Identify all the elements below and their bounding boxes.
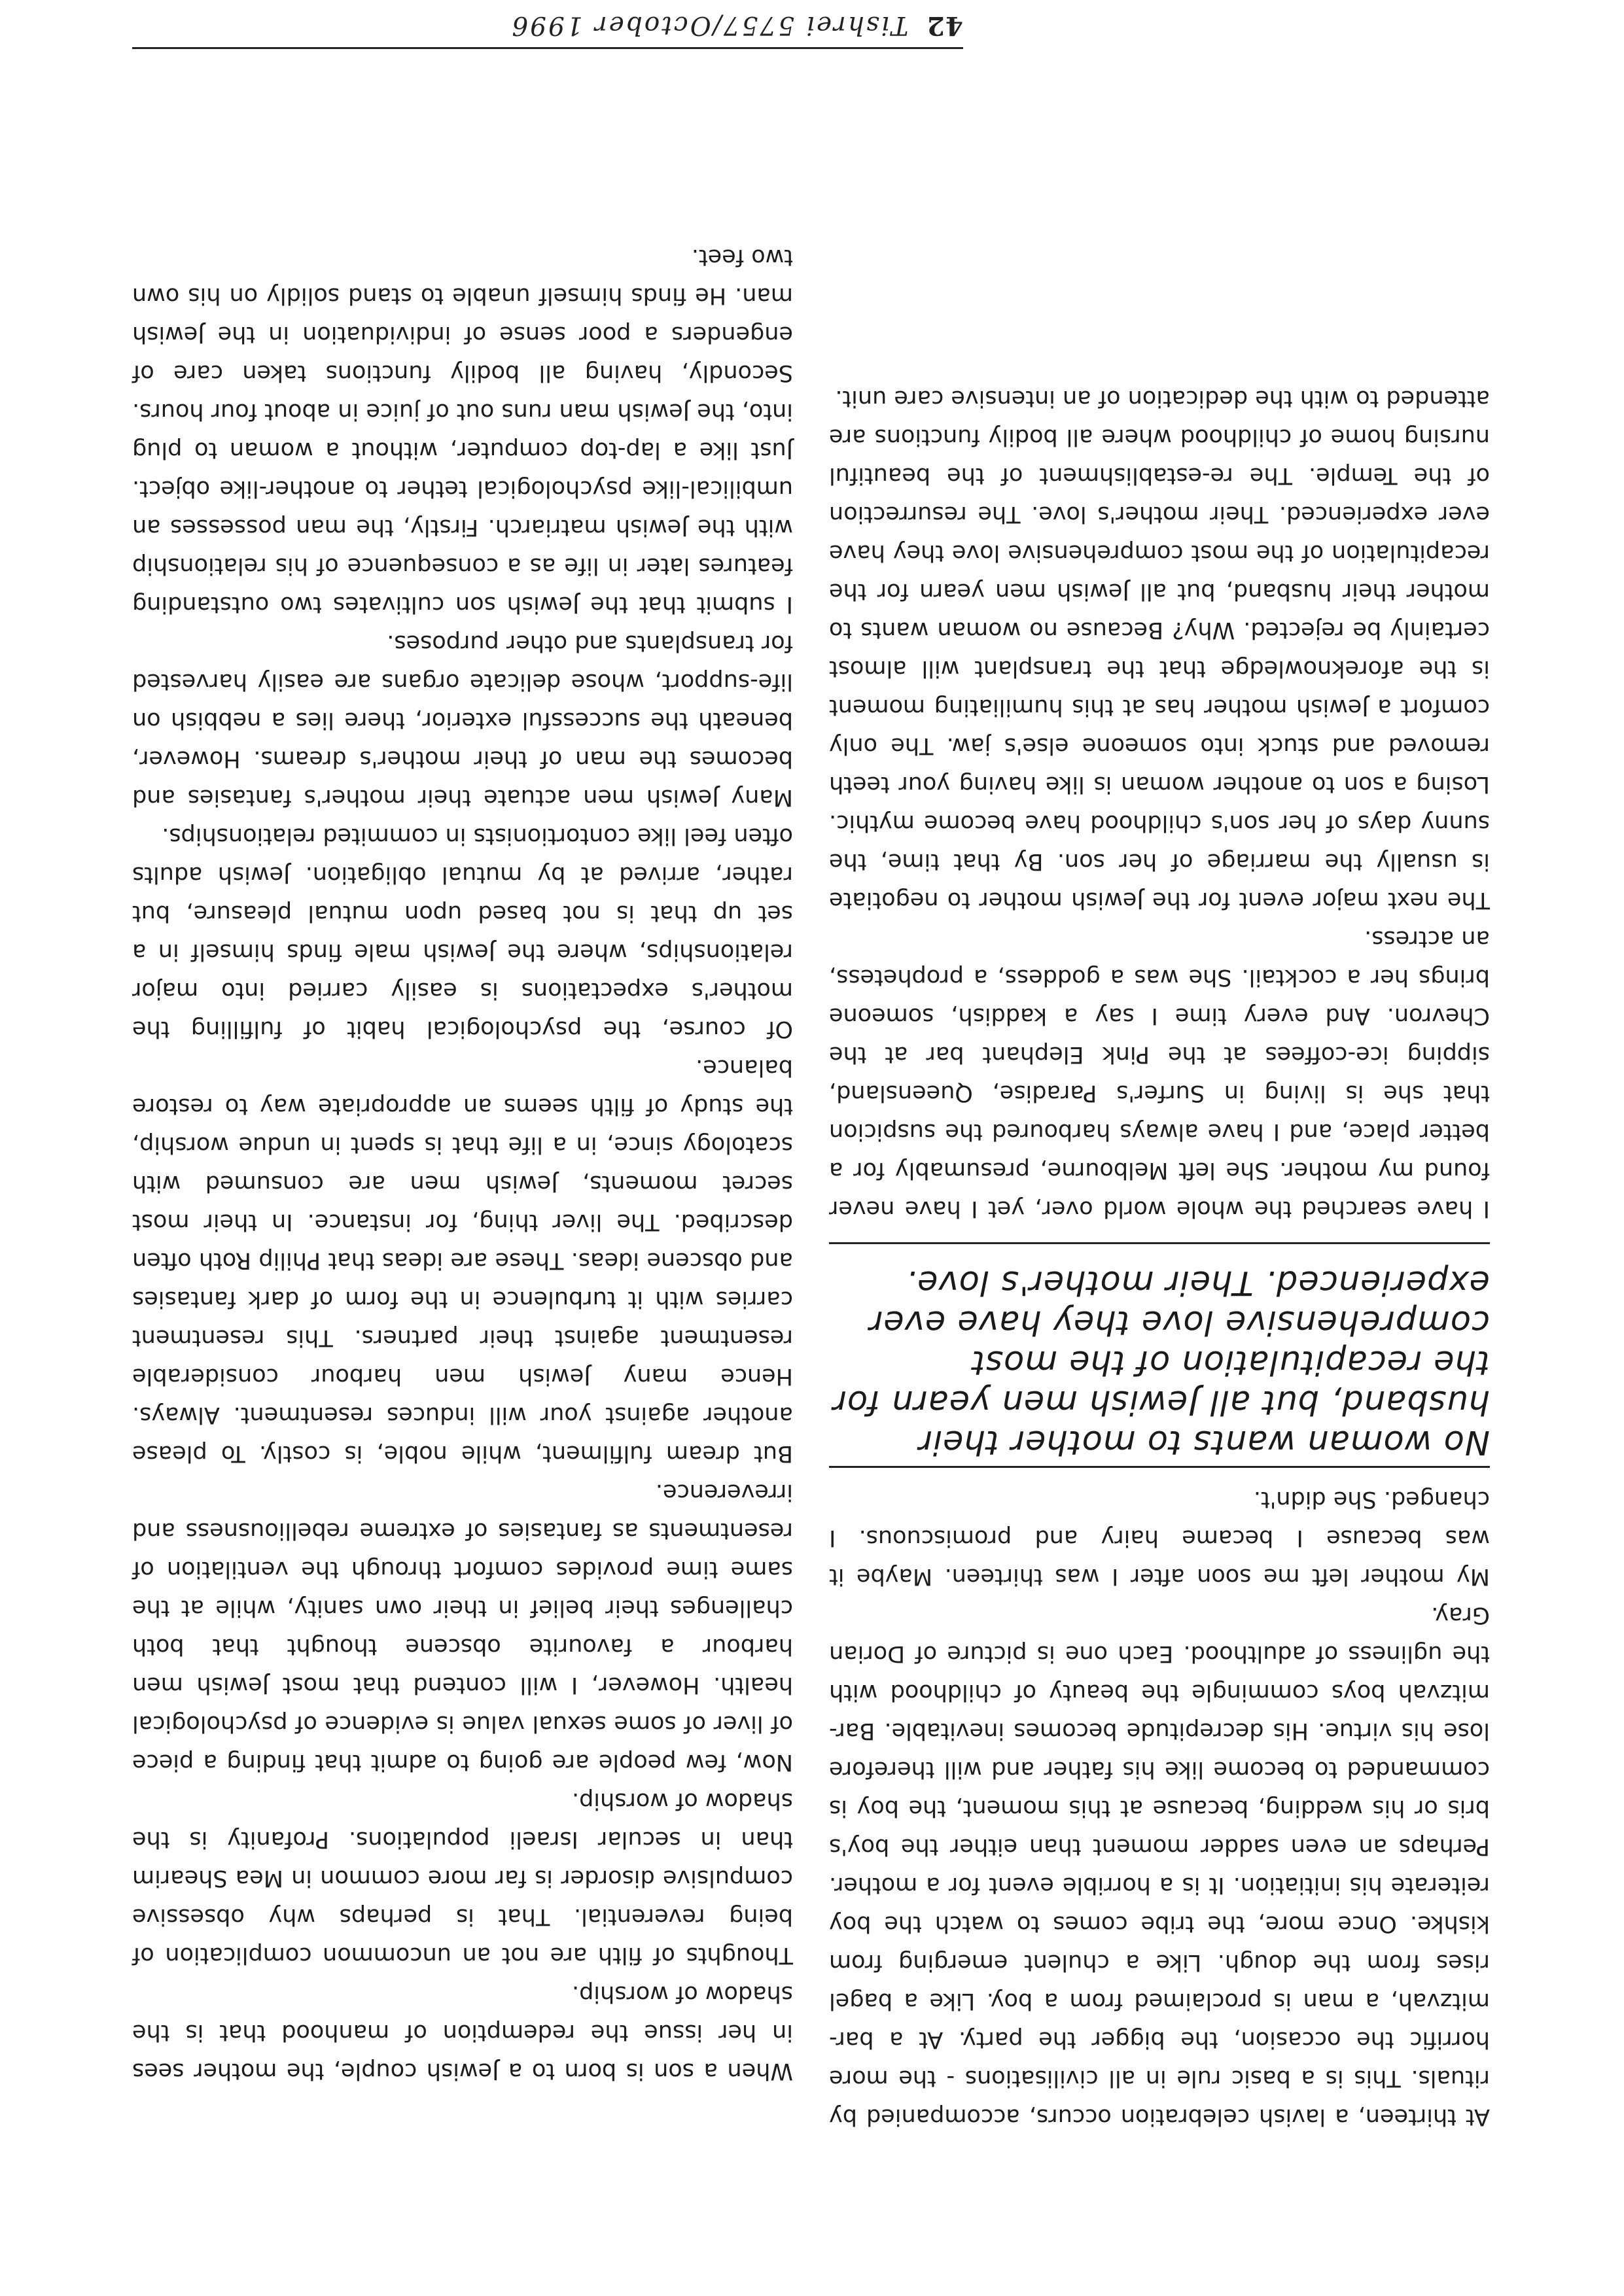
paragraph: But dream fulfilment, while noble, is costly. To please another against your will induces resentment. Always. Hence many Jewish men harbour considerable resentment against their partners. This resentment carries with it turbulence in the form of dark fantasies and obscene ideas. These are ideas that Philip Roth often described. The liver thing, for instance. In their most secret moments, Jewish men are consumed with scatology since, in a life that is spent in undue worship, the study of filth seems an appropriate way to restore balance.: [132, 1054, 793, 1467]
paragraph: I submit that the Jewish son cultivates two outstanding features later in life as a consequence of his relationship with the Jewish matriarch. Firstly, the man possesses an umbilical-like psychological tether to another-like object. Just like a lap-top computer, without a woman to plug into, the Jewish man runs out of juice in about four hours. Secondly, having all bodily functions taken care of engenders a poor sense of individuation in the Jewish man. He finds himself unable to stand solidly on his own two feet.: [132, 244, 793, 617]
issue-date: Tishrei 5757/October 1996: [510, 10, 909, 40]
paragraph: When a son is born to a Jewish couple, the mother sees in her issue the redemption of manhood that is the shadow of worship.: [132, 1981, 793, 2084]
pull-quote: No woman wants to mother their husband, but all Jewish men yearn for the recapitulation of the most comprehensive love they have ever experienced. Their mother's love.: [829, 1242, 1490, 1468]
paragraph: I have searched the whole world over, yet I have never found my mother. She left Melbourne, presumably for a better place, and I have always harboured the suspicion that she is living in Surfer's Paradise, Queensland, sipping ice-coffees at the Pink Elephant bar at the Chevron. And every time I say a kaddish, someone brings her a cocktail. She was a goddess, a prophetess, an actress.: [829, 926, 1490, 1222]
page-header: [132, 10, 963, 49]
paragraph: Many Jewish men actuate their mother's fantasies and becomes the man of their mother's dreams. However, beneath the successful exterior, there lies a nebbish on life-support, whose delicate organs are easily harvested for transplants and other purposes.: [132, 630, 793, 810]
paragraph: Now, few people are going to admit that finding a piece of liver of some sexual value is evidence of psychological health. However, I will contend that most Jewish men harbour a favourite obscene thought that both challenges their belief in their own sanity, while at the same time provides comfort through the ventilation of resentments as fantasies of extreme rebelliousness and irreverence.: [132, 1479, 793, 1775]
paragraph: My mother left me soon after I was thirteen. Maybe it was because I became hairy and promiscuous. I changed. She didn't.: [829, 1486, 1490, 1590]
right-column: [132, 237, 793, 2090]
paragraph: Of course, the psychological habit of fulfilling the mother's expectations is easily carried into major relationships, where the Jewish male finds himself in a set up that is not based upon mutual pleasure, but rather, arrived at by mutual obligation. Jewish adults often feel like contortionists in commited relationships.: [132, 823, 793, 1042]
paragraph: Thoughts of filth are not an uncommon complication of being reverential. That is perhaps why obsessive compulsive disorder is far more common in Mea Shearim than in secular Israeli populations. Profanity is the shadow of worship.: [132, 1788, 793, 1968]
left-column: [829, 379, 1490, 2136]
paragraph: At thirteen, a lavish celebration occurs, accompanied by rituals. This is a basic rule in all civilisations - the more horrific the occasion, the bigger the party. At a bar-mitzvah, a man is proclaimed from a boy. Like a bagel rises from the dough. Like a chulent emerging from kishke. Once more, the tribe comes to watch the boy reiterate his initiation. It is a horrible event for a mother. Perhaps an even sadder moment than either the boy's bris or his wedding, because at this moment, the boy is commanded to become like his father and will therefore lose his virtue. His decrepitude becomes inevitable. Bar-mitzvah boys commingle the beauty of childhood with the ugliness of adulthood. Each one is picture of Dorian Gray.: [829, 1602, 1490, 2130]
paragraph: The next major event for the Jewish mother to negotiate is usually the marriage of her son. By that time, the sunny days of her son's childhood have become mythic. Losing a son to another woman is like having your teeth removed and stuck into someone else's jaw. The only comfort a Jewish mother has at this humiliating moment is the aforeknowledge that the transplant will almost certainly be rejected. Why? Because no woman wants to mother their husband, but all Jewish men yearn for the recapitulation of the most comprehensive love they have ever experienced. Their mother's love. The resurrection of the Temple. The re-establishment of the beautiful nursing home of childhood where all bodily functions are attended to with the dedication of an intensive care unit.: [829, 385, 1490, 913]
page-number: 42: [926, 10, 963, 41]
